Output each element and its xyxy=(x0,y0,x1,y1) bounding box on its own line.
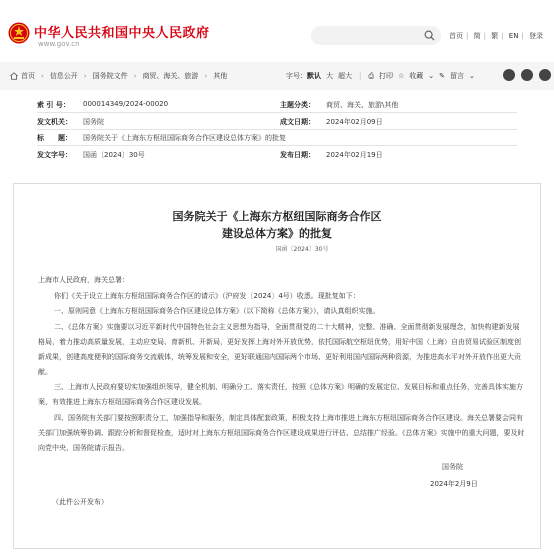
paragraph-1: 你们《关于设立上海东方枢纽国际商务合作区的请示》（沪府发〔2024〕4号）收悉。现批复如下： xyxy=(54,292,360,300)
document-title-line1: 国务院关于《上海东方枢纽国际商务合作区 xyxy=(172,210,382,223)
document-title-line2: 建设总体方案》的批复 xyxy=(222,227,332,240)
category-value: 商贸、海关、旅游\其他 xyxy=(326,101,399,109)
chevron-down-icon[interactable]: ⌄ xyxy=(469,72,475,80)
breadcrumb-home[interactable]: 首页 xyxy=(21,72,35,80)
signature-date: 2024年2月9日 xyxy=(430,480,478,488)
signature-org: 国务院 xyxy=(442,463,463,471)
document-body xyxy=(13,183,541,549)
site-header xyxy=(0,0,554,57)
wechat-icon[interactable] xyxy=(521,69,533,81)
link-english[interactable]: EN xyxy=(508,32,519,40)
page-tools: 字号： 默认 大 超大 | ⎙ 打印 ☆ 收藏 ⌄ ✎ 留言 ⌄ xyxy=(286,71,475,80)
index-value: 000014349/2024-00020 xyxy=(83,100,169,108)
paragraph-3: 二、《总体方案》实施要以习近平新时代中国特色社会主义思想为指导，全面贯彻党的二十大精神，完整、准确、全面贯彻新发展理念，加快构建新发展格局，着力推动高质量发展，主动应变局、育新机、开新局，更好发挥上海对外开放优势，依托国际航空枢纽优势，用好中国（上海）自由贸易试验区制度创新成果，创建高度便利的国际商务交流载体，统筹发展和安全，更好联通国内国际两个市场、更好利用国内国际两种资源，为推进高水平对外开放作出更大贡献。 xyxy=(38,323,521,376)
star-icon[interactable]: ☆ xyxy=(397,72,405,80)
created-date-value: 2024年02月09日 xyxy=(326,118,383,126)
doc-title-value: 国务院关于《上海东方枢纽国际商务合作区建设总体方案》的批复 xyxy=(83,134,286,142)
breadcrumb-info[interactable]: 信息公开 xyxy=(49,72,78,80)
chevron-right-icon: › xyxy=(204,72,208,80)
index-label: 索 引 号： xyxy=(37,101,70,109)
document-number: 国函〔2024〕30号 xyxy=(275,246,329,253)
national-emblem-icon[interactable] xyxy=(8,22,30,44)
doc-number-value: 国函〔2024〕30号 xyxy=(83,151,145,159)
comment-button[interactable]: 留言 xyxy=(450,72,464,80)
chevron-right-icon: › xyxy=(133,72,137,80)
link-login[interactable]: 登录 xyxy=(529,32,544,40)
search-icon[interactable] xyxy=(424,30,435,41)
qzone-icon[interactable] xyxy=(539,69,551,81)
site-title[interactable]: 中华人民共和国中央人民政府 xyxy=(34,26,210,41)
top-links: 首页 | 简 | 繁 | EN | 登录 xyxy=(449,32,544,40)
document-metadata xyxy=(37,97,517,165)
salutation: 上海市人民政府，海关总署： xyxy=(38,276,129,284)
font-larger-button[interactable]: 超大 xyxy=(338,72,352,80)
doc-number-label: 发文字号： xyxy=(37,151,72,159)
doc-title-label: 标 题： xyxy=(37,134,72,142)
print-icon[interactable]: ⎙ xyxy=(368,71,374,80)
paragraph-4: 三、上海市人民政府要切实加强组织领导，健全机制、明确分工、落实责任，按照《总体方案》明确的发展定位、发展目标和重点任务，完善具体实施方案，有效推进上海东方枢纽国际商务合作区建设发展。 xyxy=(38,383,523,406)
favorite-button[interactable]: 收藏 xyxy=(409,72,424,80)
chevron-right-icon: › xyxy=(41,72,44,80)
nav-bar xyxy=(0,62,554,90)
weibo-icon[interactable] xyxy=(503,69,515,81)
font-size-label: 字号： xyxy=(286,72,307,80)
comment-icon[interactable]: ✎ xyxy=(439,72,445,80)
paragraph-2: 一、原则同意《上海东方枢纽国际商务合作区建设总体方案》（以下简称《总体方案》），请认真组织实施。 xyxy=(54,307,380,315)
breadcrumb-topic[interactable]: 商贸、海关、旅游 xyxy=(142,72,199,80)
issuer-label: 发文机关： xyxy=(37,118,72,126)
breadcrumb-docs[interactable]: 国务院文件 xyxy=(92,72,128,80)
paragraph-5: 四、国务院有关部门要按照职责分工，加强指导和服务，制定具体配套政策，积极支持上海市推进上海东方枢纽国际商务合作区建设。海关总署要会同有关部门加强统筹协调、跟踪分析和督促检查，适时对上海东方枢纽国际商务合作区建设成果进行评估、总结推广经验。《总体方案》实施中的重大问题，要及时向党中央、国务院请示报告。 xyxy=(38,414,525,452)
publish-date-value: 2024年02月19日 xyxy=(326,151,383,159)
site-url: www.gov.cn xyxy=(38,40,80,48)
link-home[interactable]: 首页 xyxy=(449,32,463,40)
issuer-value: 国务院 xyxy=(83,118,104,126)
home-icon xyxy=(10,72,18,80)
share-icons xyxy=(497,69,551,81)
publish-date-label: 发布日期： xyxy=(280,151,315,159)
link-simplified[interactable]: 简 xyxy=(473,32,481,40)
print-button[interactable]: 打印 xyxy=(378,72,393,80)
chevron-down-icon[interactable]: ⌄ xyxy=(428,72,435,80)
release-note: （此件公开发布） xyxy=(52,498,108,506)
breadcrumb xyxy=(10,71,227,81)
search-input[interactable] xyxy=(311,26,441,45)
breadcrumb-other[interactable]: 其他 xyxy=(213,72,228,80)
created-date-label: 成文日期： xyxy=(280,118,315,126)
category-label: 主题分类： xyxy=(280,101,315,109)
font-default-button[interactable]: 默认 xyxy=(307,72,321,80)
font-large-button[interactable]: 大 xyxy=(326,72,333,80)
link-traditional[interactable]: 繁 xyxy=(491,32,499,40)
chevron-right-icon: › xyxy=(83,72,87,80)
